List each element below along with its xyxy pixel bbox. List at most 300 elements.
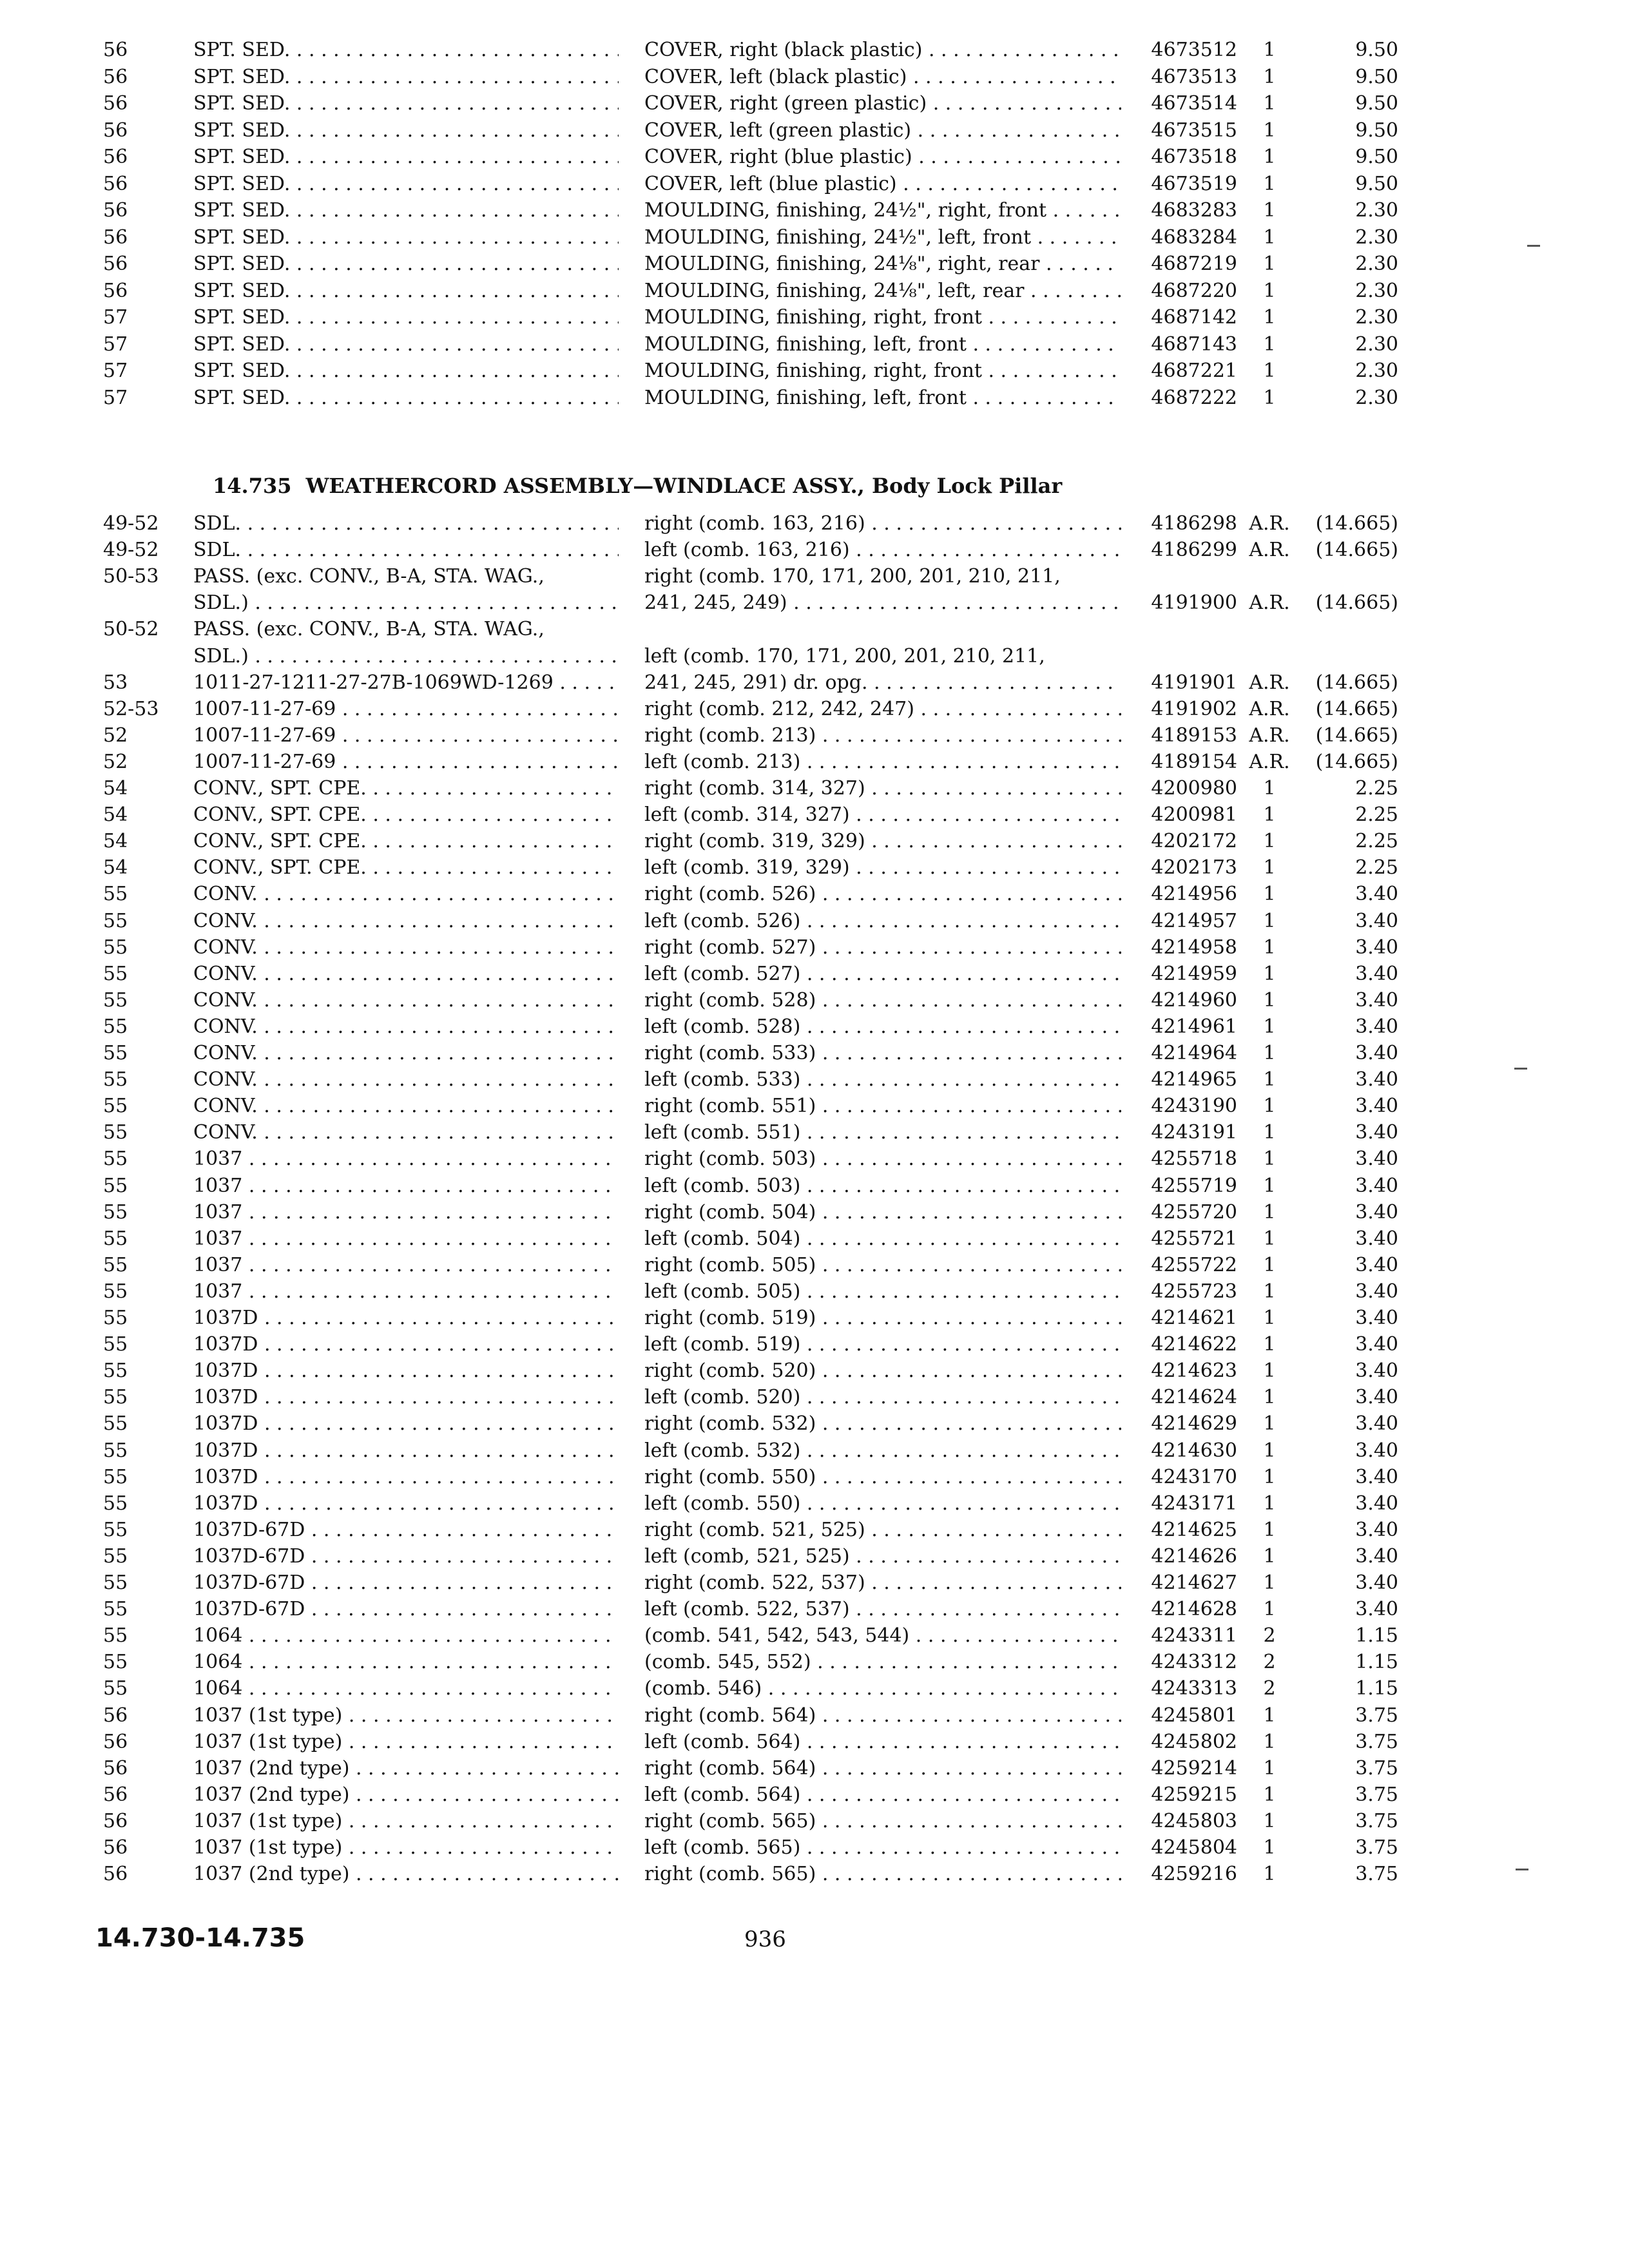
model-cell: SPT. SED. . . . bbox=[193, 171, 619, 197]
part-number-cell: 4214630 bbox=[1151, 1439, 1237, 1462]
quantity-cell: 1 bbox=[1263, 386, 1276, 409]
price-cell: 3.40 bbox=[1355, 1068, 1398, 1091]
price-cell: 2.25 bbox=[1355, 856, 1398, 879]
quantity-cell: 1 bbox=[1263, 1386, 1276, 1409]
quantity-cell: 1 bbox=[1263, 253, 1276, 275]
part-number-cell: 4214957 bbox=[1151, 909, 1237, 932]
year-cell: 55 bbox=[103, 1360, 128, 1383]
table-row bbox=[0, 1861, 1629, 1887]
part-number-cell: 4243311 bbox=[1151, 1624, 1237, 1648]
description-cell: COVER, right (green plastic) . . . bbox=[644, 91, 1121, 117]
model-cell: 1037 (1st type) . . . bbox=[193, 1835, 619, 1861]
year-cell: 56 bbox=[103, 92, 128, 115]
table-row bbox=[0, 1067, 1629, 1093]
section-title: WEATHERCORD ASSEMBLY—WINDLACE ASSY., Body Lock Pillar bbox=[305, 474, 1063, 498]
quantity-cell: 1 bbox=[1263, 1227, 1276, 1250]
model-cell: SPT. SED. . . . bbox=[193, 278, 619, 304]
quantity-cell: 1 bbox=[1263, 1200, 1276, 1224]
part-number-cell: 4191901 bbox=[1151, 671, 1237, 694]
part-number-cell: 4202172 bbox=[1151, 830, 1237, 853]
table-row bbox=[0, 1226, 1629, 1252]
year-cell: 54 bbox=[103, 777, 128, 800]
part-number-cell: 4214624 bbox=[1151, 1386, 1237, 1409]
model-cell: 1037 (1st type) . . . bbox=[193, 1809, 619, 1834]
quantity-cell: 1 bbox=[1263, 1730, 1276, 1753]
table-row bbox=[0, 198, 1629, 224]
model-cell: 1037 (2nd type) . . . bbox=[193, 1782, 619, 1808]
description-cell: 241, 245, 291) dr. opg. . . . bbox=[644, 670, 1121, 696]
description-cell: left (comb. 551) . . . bbox=[644, 1120, 1121, 1146]
part-number-cell: 4191902 bbox=[1151, 697, 1237, 720]
year-cell: 55 bbox=[103, 1253, 128, 1276]
description-cell: 241, 245, 249) . . . bbox=[644, 590, 1121, 616]
model-cell: 1064 . . . bbox=[193, 1676, 619, 1702]
part-number-cell: 4673513 bbox=[1151, 65, 1237, 88]
year-cell: 56 bbox=[103, 1809, 128, 1832]
description-cell: COVER, left (green plastic) . . . bbox=[644, 118, 1121, 144]
model-cell: 1037D-67D . . . bbox=[193, 1517, 619, 1543]
model-cell: SPT. SED. . . . bbox=[193, 118, 619, 144]
price-cell: 3.40 bbox=[1355, 1360, 1398, 1383]
model-cell: 1037 (2nd type) . . . bbox=[193, 1756, 619, 1782]
part-number-cell: 4189153 bbox=[1151, 724, 1237, 747]
price-cell: 3.40 bbox=[1355, 1571, 1398, 1594]
model-cell: 1037D-67D . . . bbox=[193, 1544, 619, 1570]
table-row bbox=[0, 723, 1629, 749]
year-cell: 56 bbox=[103, 1704, 128, 1727]
description-cell: MOULDING, finishing, right, front . . . bbox=[644, 358, 1121, 384]
description-cell: MOULDING, finishing, left, front . . . bbox=[644, 385, 1121, 411]
description-cell: MOULDING, finishing, left, front . . . bbox=[644, 332, 1121, 358]
price-cell: 2.25 bbox=[1355, 803, 1398, 827]
model-cell: CONV. . . . bbox=[193, 1014, 619, 1040]
model-cell: SDL. . . . bbox=[193, 537, 619, 563]
model-cell: 1007-11-27-69 . . . bbox=[193, 723, 619, 749]
price-cell: 3.40 bbox=[1355, 988, 1398, 1012]
quantity-cell: 1 bbox=[1263, 1253, 1276, 1276]
quantity-cell: 1 bbox=[1263, 1598, 1276, 1621]
quantity-cell: A.R. bbox=[1249, 671, 1290, 694]
table-row bbox=[0, 1305, 1629, 1331]
model-cell: SPT. SED. . . . bbox=[193, 251, 619, 277]
model-cell: CONV. . . . bbox=[193, 988, 619, 1014]
part-number-cell: 4214965 bbox=[1151, 1068, 1237, 1091]
year-cell: 55 bbox=[103, 1624, 128, 1648]
price-cell: 2.30 bbox=[1355, 306, 1398, 329]
model-cell: 1011-27-1211-27-27B-1069WD-1269 . . . bbox=[193, 670, 619, 696]
part-number-cell: 4243170 bbox=[1151, 1465, 1237, 1488]
price-cell: 2.30 bbox=[1355, 360, 1398, 382]
model-cell: SPT. SED. . . . bbox=[193, 225, 619, 251]
quantity-cell: 1 bbox=[1263, 909, 1276, 932]
table-row bbox=[0, 1570, 1629, 1596]
quantity-cell: 1 bbox=[1263, 1412, 1276, 1436]
year-cell: 57 bbox=[103, 332, 128, 356]
model-cell: 1037 . . . bbox=[193, 1200, 619, 1225]
description-cell: right (comb. 163, 216) . . . bbox=[644, 511, 1121, 537]
description-cell: right (comb. 170, 171, 200, 201, 210, 211, bbox=[644, 565, 1061, 588]
description-cell: left (comb. 505) . . . bbox=[644, 1279, 1121, 1305]
description-cell: left (comb. 564) . . . bbox=[644, 1782, 1121, 1808]
description-cell: COVER, left (black plastic) . . . bbox=[644, 64, 1121, 90]
table-row bbox=[0, 670, 1629, 696]
quantity-cell: A.R. bbox=[1249, 750, 1290, 773]
quantity-cell: 1 bbox=[1263, 279, 1276, 302]
model-cell: CONV. . . . bbox=[193, 1093, 619, 1119]
table-row bbox=[0, 1253, 1629, 1278]
model-cell: SPT. SED. . . . bbox=[193, 144, 619, 170]
part-number-cell: 4673515 bbox=[1151, 119, 1237, 142]
year-cell: 55 bbox=[103, 1280, 128, 1303]
year-cell: 55 bbox=[103, 1042, 128, 1064]
table-row bbox=[0, 118, 1629, 144]
year-cell: 56 bbox=[103, 1836, 128, 1859]
table-row bbox=[0, 225, 1629, 251]
price-cell: (14.665) bbox=[1315, 591, 1398, 615]
model-cell: 1037 . . . bbox=[193, 1146, 619, 1172]
description-cell: left (comb. 503) . . . bbox=[644, 1173, 1121, 1199]
description-cell: (comb. 541, 542, 543, 544) . . . bbox=[644, 1623, 1121, 1649]
price-cell: (14.665) bbox=[1315, 750, 1398, 773]
year-cell: 54 bbox=[103, 803, 128, 827]
model-cell: 1037D-67D . . . bbox=[193, 1597, 619, 1622]
margin-mark bbox=[1514, 1068, 1527, 1070]
year-cell: 55 bbox=[103, 1544, 128, 1568]
price-cell: 2.25 bbox=[1355, 777, 1398, 800]
model-cell: 1037D . . . bbox=[193, 1411, 619, 1437]
part-number-cell: 4243312 bbox=[1151, 1651, 1237, 1674]
description-cell: left (comb. 163, 216) . . . bbox=[644, 537, 1121, 563]
part-number-cell: 4255718 bbox=[1151, 1148, 1237, 1171]
part-number-cell: 4214958 bbox=[1151, 936, 1237, 959]
quantity-cell: 1 bbox=[1263, 803, 1276, 827]
quantity-cell: 1 bbox=[1263, 1518, 1276, 1541]
price-cell: (14.665) bbox=[1315, 539, 1398, 562]
description-cell: right (comb. 504) . . . bbox=[644, 1200, 1121, 1225]
description-cell: right (comb. 319, 329) . . . bbox=[644, 829, 1121, 854]
quantity-cell: 1 bbox=[1263, 1095, 1276, 1118]
model-cell: 1037 . . . bbox=[193, 1279, 619, 1305]
model-cell: SPT. SED. . . . bbox=[193, 198, 619, 224]
part-number-cell: 4214626 bbox=[1151, 1544, 1237, 1568]
part-number-cell: 4214623 bbox=[1151, 1360, 1237, 1383]
description-cell: right (comb. 212, 242, 247) . . . bbox=[644, 697, 1121, 722]
quantity-cell: 1 bbox=[1263, 1439, 1276, 1462]
part-number-cell: 4255720 bbox=[1151, 1200, 1237, 1224]
quantity-cell: 1 bbox=[1263, 1704, 1276, 1727]
table-row bbox=[0, 829, 1629, 854]
footer-page-number: 936 bbox=[744, 1927, 786, 1952]
table-row bbox=[0, 802, 1629, 828]
model-cell: SPT. SED. . . . bbox=[193, 385, 619, 411]
year-cell: 55 bbox=[103, 1598, 128, 1621]
year-cell: 52 bbox=[103, 750, 128, 773]
table-row bbox=[0, 1809, 1629, 1834]
part-number-cell: 4255719 bbox=[1151, 1174, 1237, 1197]
quantity-cell: 1 bbox=[1263, 1042, 1276, 1064]
year-cell: 56 bbox=[103, 199, 128, 222]
quantity-cell: 1 bbox=[1263, 1333, 1276, 1356]
price-cell: 2.30 bbox=[1355, 226, 1398, 249]
price-cell: 3.40 bbox=[1355, 1518, 1398, 1541]
quantity-cell: 1 bbox=[1263, 65, 1276, 88]
model-cell: SPT. SED. . . . bbox=[193, 332, 619, 358]
year-cell: 55 bbox=[103, 1307, 128, 1329]
part-number-cell: 4259215 bbox=[1151, 1783, 1237, 1806]
part-number-cell: 4673518 bbox=[1151, 146, 1237, 168]
description-cell: left (comb. 533) . . . bbox=[644, 1067, 1121, 1093]
table-row bbox=[0, 1703, 1629, 1729]
table-row bbox=[0, 1835, 1629, 1861]
part-number-cell: 4245801 bbox=[1151, 1704, 1237, 1727]
price-cell: 3.40 bbox=[1355, 1544, 1398, 1568]
quantity-cell: 1 bbox=[1263, 1174, 1276, 1197]
model-cell: CONV. . . . bbox=[193, 961, 619, 987]
model-cell: 1037 . . . bbox=[193, 1173, 619, 1199]
table-row bbox=[0, 1120, 1629, 1146]
year-cell: 55 bbox=[103, 1227, 128, 1250]
table-row bbox=[0, 776, 1629, 802]
model-cell: 1007-11-27-69 . . . bbox=[193, 749, 619, 775]
price-cell: 3.40 bbox=[1355, 962, 1398, 985]
price-cell: 3.75 bbox=[1355, 1836, 1398, 1859]
quantity-cell: 1 bbox=[1263, 1015, 1276, 1038]
price-cell: 3.40 bbox=[1355, 1412, 1398, 1436]
price-cell: 2.25 bbox=[1355, 830, 1398, 853]
part-number-cell: 4245803 bbox=[1151, 1809, 1237, 1832]
description-cell: right (comb. 522, 537) . . . bbox=[644, 1570, 1121, 1596]
table-row bbox=[0, 144, 1629, 170]
description-cell: right (comb. 532) . . . bbox=[644, 1411, 1121, 1437]
price-cell: (14.665) bbox=[1315, 671, 1398, 694]
part-number-cell: 4255723 bbox=[1151, 1280, 1237, 1303]
part-number-cell: 4687221 bbox=[1151, 360, 1237, 382]
description-cell: right (comb. 565) . . . bbox=[644, 1861, 1121, 1887]
table-row bbox=[0, 908, 1629, 934]
part-number-cell: 4214621 bbox=[1151, 1307, 1237, 1329]
description-cell: left (comb. 532) . . . bbox=[644, 1438, 1121, 1464]
margin-mark bbox=[1527, 245, 1540, 247]
quantity-cell: 1 bbox=[1263, 306, 1276, 329]
table-row bbox=[0, 1014, 1629, 1040]
model-cell: SDL. . . . bbox=[193, 511, 619, 537]
table-row bbox=[0, 855, 1629, 881]
year-cell: 50-53 bbox=[103, 565, 159, 588]
year-cell: 55 bbox=[103, 1095, 128, 1118]
quantity-cell: 1 bbox=[1263, 1544, 1276, 1568]
quantity-cell: 1 bbox=[1263, 1465, 1276, 1488]
part-number-cell: 4255721 bbox=[1151, 1227, 1237, 1250]
model-cell: 1037 (1st type) . . . bbox=[193, 1729, 619, 1755]
part-number-cell: 4683283 bbox=[1151, 199, 1237, 222]
table-row bbox=[0, 988, 1629, 1014]
part-number-cell: 4214629 bbox=[1151, 1412, 1237, 1436]
description-cell: left (comb. 520) . . . bbox=[644, 1385, 1121, 1410]
table-row bbox=[0, 1041, 1629, 1066]
table-row bbox=[0, 537, 1629, 563]
price-cell: 3.75 bbox=[1355, 1863, 1398, 1886]
description-cell: COVER, right (black plastic) . . . bbox=[644, 37, 1121, 63]
model-cell: CONV. . . . bbox=[193, 908, 619, 934]
quantity-cell: 2 bbox=[1263, 1624, 1276, 1648]
part-number-cell: 4243313 bbox=[1151, 1677, 1237, 1700]
quantity-cell: 2 bbox=[1263, 1677, 1276, 1700]
part-number-cell: 4214627 bbox=[1151, 1571, 1237, 1594]
model-cell: 1037D . . . bbox=[193, 1438, 619, 1464]
table-row bbox=[0, 1544, 1629, 1570]
table-row bbox=[0, 564, 1629, 590]
part-number-cell: 4259214 bbox=[1151, 1756, 1237, 1780]
table-row bbox=[0, 1756, 1629, 1782]
table-row bbox=[0, 171, 1629, 197]
part-number-cell: 4214628 bbox=[1151, 1598, 1237, 1621]
description-cell: left (comb. 213) . . . bbox=[644, 749, 1121, 775]
description-cell: right (comb. 526) . . . bbox=[644, 881, 1121, 907]
model-cell: 1037D . . . bbox=[193, 1305, 619, 1331]
table-row bbox=[0, 1465, 1629, 1490]
part-number-cell: 4214964 bbox=[1151, 1042, 1237, 1064]
description-cell: left (comb. 519) . . . bbox=[644, 1332, 1121, 1358]
description-cell: left (comb, 521, 525) . . . bbox=[644, 1544, 1121, 1570]
part-number-cell: 4214956 bbox=[1151, 883, 1237, 906]
price-cell: 3.40 bbox=[1355, 883, 1398, 906]
quantity-cell: A.R. bbox=[1249, 724, 1290, 747]
model-cell: SPT. SED. . . . bbox=[193, 358, 619, 384]
model-cell: CONV. . . . bbox=[193, 1067, 619, 1093]
price-cell: 9.50 bbox=[1355, 146, 1398, 168]
table-row bbox=[0, 1146, 1629, 1172]
price-cell: 1.15 bbox=[1355, 1624, 1398, 1648]
quantity-cell: 2 bbox=[1263, 1651, 1276, 1674]
part-number-cell: 4259216 bbox=[1151, 1863, 1237, 1886]
part-number-cell: 4687143 bbox=[1151, 332, 1237, 356]
year-cell: 56 bbox=[103, 253, 128, 275]
margin-mark bbox=[1516, 1869, 1528, 1870]
model-cell: 1037 . . . bbox=[193, 1253, 619, 1278]
price-cell: 3.40 bbox=[1355, 1253, 1398, 1276]
table-row bbox=[0, 1676, 1629, 1702]
year-cell: 55 bbox=[103, 1015, 128, 1038]
part-number-cell: 4687220 bbox=[1151, 279, 1237, 302]
table-row bbox=[0, 1200, 1629, 1225]
model-cell: 1064 . . . bbox=[193, 1623, 619, 1649]
part-number-cell: 4243191 bbox=[1151, 1121, 1237, 1144]
quantity-cell: 1 bbox=[1263, 1571, 1276, 1594]
model-cell: CONV. . . . bbox=[193, 1120, 619, 1146]
part-number-cell: 4200980 bbox=[1151, 777, 1237, 800]
table-row bbox=[0, 37, 1629, 63]
price-cell: 2.30 bbox=[1355, 332, 1398, 356]
price-cell: 3.40 bbox=[1355, 1174, 1398, 1197]
price-cell: 2.30 bbox=[1355, 199, 1398, 222]
year-cell: 57 bbox=[103, 360, 128, 382]
description-cell: right (comb. 551) . . . bbox=[644, 1093, 1121, 1119]
model-cell: CONV., SPT. CPE. . . . bbox=[193, 829, 619, 854]
quantity-cell: 1 bbox=[1263, 777, 1276, 800]
quantity-cell: 1 bbox=[1263, 1307, 1276, 1329]
part-number-cell: 4202173 bbox=[1151, 856, 1237, 879]
description-cell: left (comb. 314, 327) . . . bbox=[644, 802, 1121, 828]
price-cell: (14.665) bbox=[1315, 697, 1398, 720]
table-row bbox=[0, 1491, 1629, 1517]
quantity-cell: 1 bbox=[1263, 1809, 1276, 1832]
quantity-cell: 1 bbox=[1263, 883, 1276, 906]
quantity-cell: 1 bbox=[1263, 1121, 1276, 1144]
model-cell: CONV., SPT. CPE. . . . bbox=[193, 776, 619, 802]
table-row bbox=[0, 697, 1629, 722]
description-cell: right (comb. 527) . . . bbox=[644, 935, 1121, 961]
year-cell: 56 bbox=[103, 1730, 128, 1753]
year-cell: 56 bbox=[103, 226, 128, 249]
model-cell: SPT. SED. . . . bbox=[193, 64, 619, 90]
quantity-cell: 1 bbox=[1263, 936, 1276, 959]
table-row bbox=[0, 590, 1629, 616]
footer-section-range: 14.730-14.735 bbox=[95, 1923, 305, 1953]
price-cell: 3.40 bbox=[1355, 1465, 1398, 1488]
part-number-cell: 4214961 bbox=[1151, 1015, 1237, 1038]
year-cell: 52 bbox=[103, 724, 128, 747]
year-cell: 55 bbox=[103, 962, 128, 985]
year-cell: 55 bbox=[103, 988, 128, 1012]
table-row bbox=[0, 1782, 1629, 1808]
description-cell: (comb. 546) . . . bbox=[644, 1676, 1121, 1702]
description-cell: left (comb. 526) . . . bbox=[644, 908, 1121, 934]
model-cell: 1037D . . . bbox=[193, 1465, 619, 1490]
quantity-cell: 1 bbox=[1263, 1863, 1276, 1886]
part-number-cell: 4687219 bbox=[1151, 253, 1237, 275]
year-cell: 55 bbox=[103, 1200, 128, 1224]
part-number-cell: 4214960 bbox=[1151, 988, 1237, 1012]
model-cell: SDL.) . . . bbox=[193, 644, 619, 669]
part-number-cell: 4673514 bbox=[1151, 92, 1237, 115]
part-number-cell: 4189154 bbox=[1151, 750, 1237, 773]
year-cell: 55 bbox=[103, 1121, 128, 1144]
description-cell: left (comb. 527) . . . bbox=[644, 961, 1121, 987]
year-cell: 52-53 bbox=[103, 697, 159, 720]
year-cell: 56 bbox=[103, 65, 128, 88]
description-cell: right (comb. 213) . . . bbox=[644, 723, 1121, 749]
table-row bbox=[0, 881, 1629, 907]
price-cell: (14.665) bbox=[1315, 724, 1398, 747]
quantity-cell: 1 bbox=[1263, 1360, 1276, 1383]
year-cell: 55 bbox=[103, 936, 128, 959]
quantity-cell: 1 bbox=[1263, 360, 1276, 382]
quantity-cell: 1 bbox=[1263, 39, 1276, 61]
part-number-cell: 4673519 bbox=[1151, 172, 1237, 195]
table-row bbox=[0, 961, 1629, 987]
year-cell: 55 bbox=[103, 1386, 128, 1409]
year-cell: 55 bbox=[103, 1571, 128, 1594]
quantity-cell: A.R. bbox=[1249, 591, 1290, 615]
model-cell: PASS. (exc. CONV., B-A, STA. WAG., bbox=[193, 618, 545, 641]
description-cell: right (comb. 564) . . . bbox=[644, 1703, 1121, 1729]
quantity-cell: 1 bbox=[1263, 119, 1276, 142]
part-number-cell: 4255722 bbox=[1151, 1253, 1237, 1276]
model-cell: CONV., SPT. CPE. . . . bbox=[193, 855, 619, 881]
year-cell: 55 bbox=[103, 909, 128, 932]
model-cell: CONV. . . . bbox=[193, 881, 619, 907]
table-row bbox=[0, 749, 1629, 775]
description-cell: right (comb. 564) . . . bbox=[644, 1756, 1121, 1782]
year-cell: 56 bbox=[103, 1756, 128, 1780]
model-cell: SPT. SED. . . . bbox=[193, 91, 619, 117]
quantity-cell: 1 bbox=[1263, 988, 1276, 1012]
description-cell: right (comb. 528) . . . bbox=[644, 988, 1121, 1014]
part-number-cell: 4243190 bbox=[1151, 1095, 1237, 1118]
year-cell: 55 bbox=[103, 1439, 128, 1462]
quantity-cell: 1 bbox=[1263, 92, 1276, 115]
table-row bbox=[0, 935, 1629, 961]
